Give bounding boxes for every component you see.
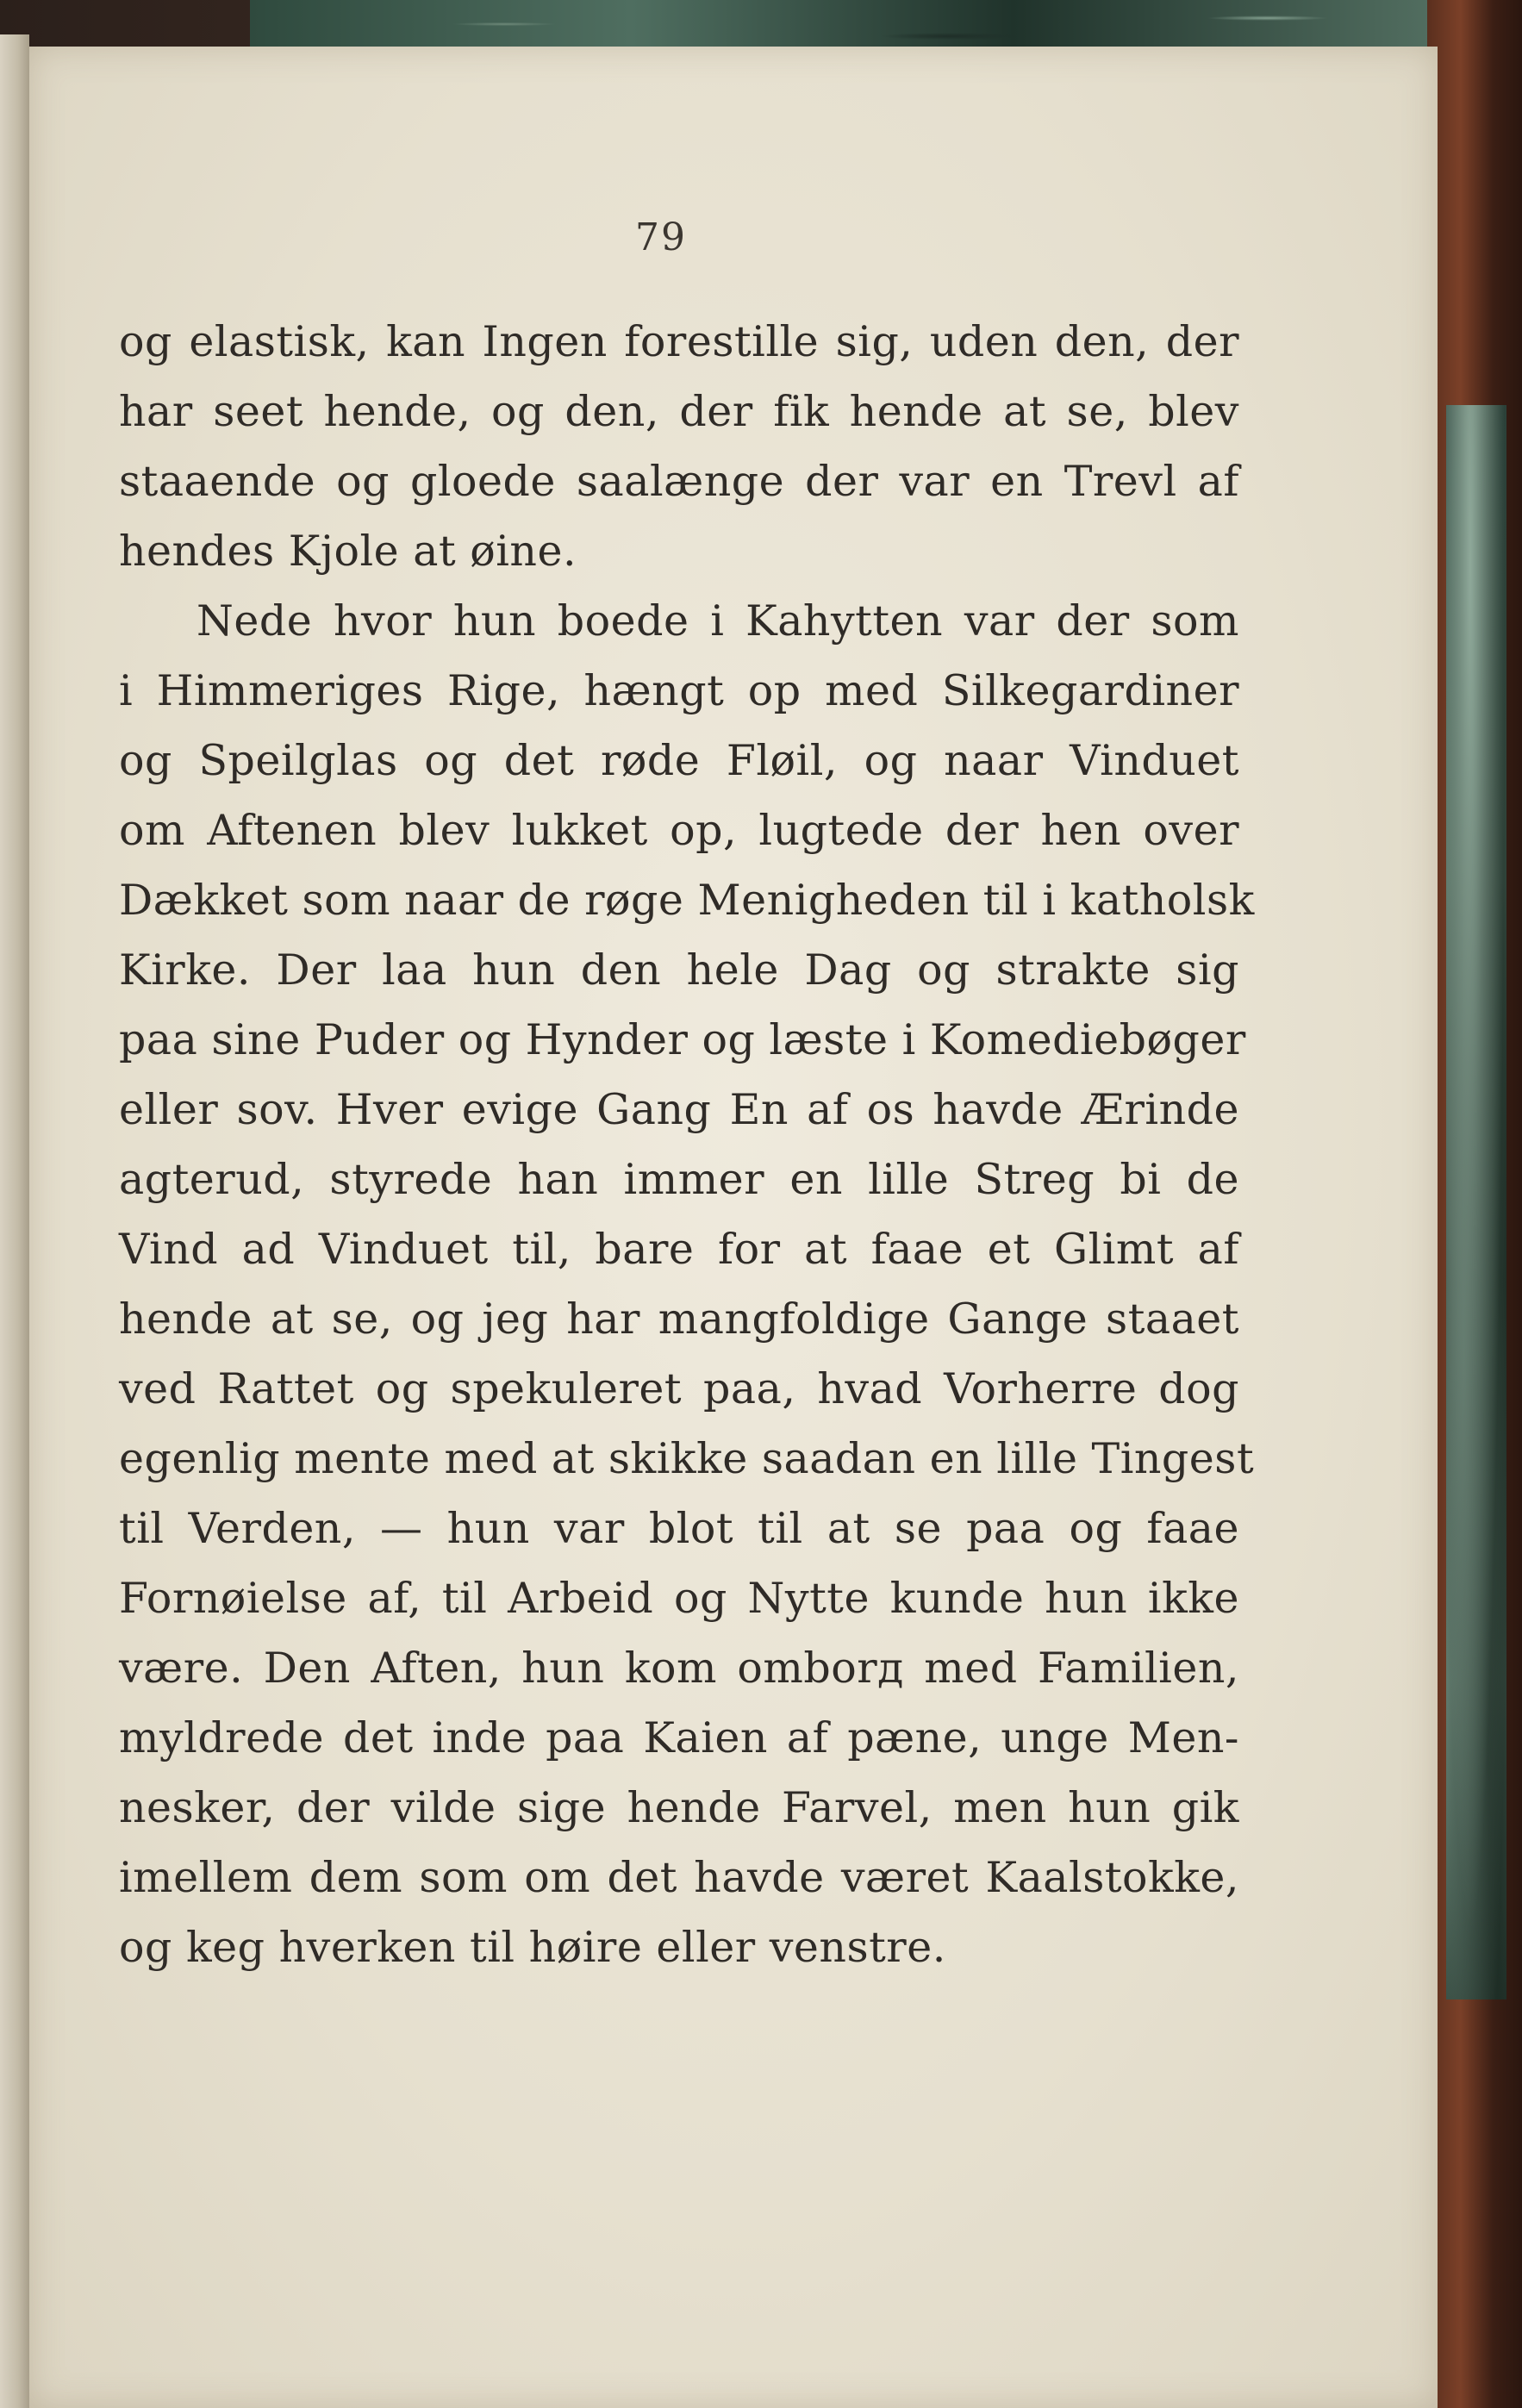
text-line: og Speilglas og det røde Fløil, og naar Vinduet bbox=[119, 736, 1239, 785]
text-line: egenlig mente med at skikke saadan en lille Tingest bbox=[119, 1434, 1255, 1483]
text-line: myldrede det inde paa Kaien af pæne, unge Men- bbox=[119, 1713, 1239, 1762]
text-line: til Verden, — hun var blot til at se paa og faae bbox=[119, 1504, 1239, 1553]
text-line: hendes Kjole at øine. bbox=[119, 527, 577, 576]
text-line: nesker, der vilde sige hende Farvel, men hun gik bbox=[119, 1783, 1239, 1832]
book-page bbox=[29, 47, 1438, 2408]
text-line: eller sov. Hver evige Gang En af os havde Ærinde bbox=[119, 1085, 1239, 1134]
text-line: og elastisk, kan Ingen forestille sig, uden den, der bbox=[119, 317, 1239, 366]
facing-page-edge bbox=[0, 34, 29, 2408]
text-line: paa sine Puder og Hynder og læste i Komediebøger bbox=[119, 1015, 1246, 1064]
text-line: og keg hverken til høire eller venstre. bbox=[119, 1923, 946, 1972]
text-line: ved Rattet og spekuleret paa, hvad Vorherre dog bbox=[119, 1364, 1239, 1413]
page-number: 79 bbox=[635, 215, 687, 259]
text-line: om Aftenen blev lukket op, lugtede der hen over bbox=[119, 806, 1239, 855]
text-line: Fornøielse af, til Arbeid og Nytte kunde hun ikke bbox=[119, 1574, 1239, 1623]
text-line: har seet hende, og den, der fik hende at se, blev bbox=[119, 387, 1239, 436]
text-line: være. Den Aften, hun kom omborд med Familien, bbox=[119, 1644, 1239, 1693]
text-line: Vind ad Vinduet til, bare for at faae et Glimt af bbox=[119, 1225, 1239, 1274]
text-line: imellem dem som om det havde været Kaalstokke, bbox=[119, 1853, 1239, 1902]
text-line: i Himmeriges Rige, hængt op med Silkegardiner bbox=[119, 666, 1239, 715]
text-line: staaende og gloede saalænge der var en Trevl af bbox=[119, 457, 1239, 506]
marbled-cover-side bbox=[1446, 405, 1506, 1999]
text-line: agterud, styrede han immer en lille Streg bi de bbox=[119, 1155, 1239, 1204]
text-line: Kirke. Der laa hun den hele Dag og strakte sig bbox=[119, 945, 1239, 995]
text-line: Nede hvor hun boede i Kahytten var der som bbox=[196, 596, 1239, 646]
text-line: hende at se, og jeg har mangfoldige Gange staaet bbox=[119, 1294, 1239, 1344]
body-text bbox=[119, 307, 1255, 1982]
text-line: Dækket som naar de røge Menigheden til i katholsk bbox=[119, 876, 1255, 925]
